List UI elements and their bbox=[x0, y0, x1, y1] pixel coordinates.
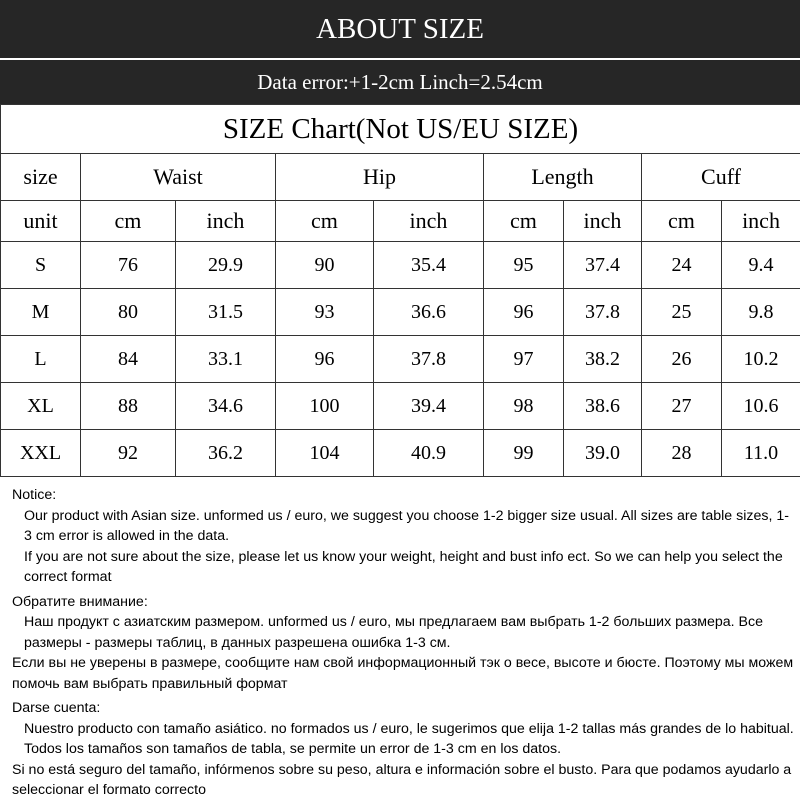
table-cell: 80 bbox=[81, 289, 176, 336]
size-chart-table bbox=[0, 104, 800, 477]
waist-header: Waist bbox=[81, 154, 276, 201]
unit-cell: cm bbox=[81, 201, 176, 242]
size-cell: XXL bbox=[1, 430, 81, 477]
unit-cell: inch bbox=[564, 201, 642, 242]
table-cell: 88 bbox=[81, 383, 176, 430]
table-cell: 11.0 bbox=[722, 430, 800, 477]
unit-cell: inch bbox=[374, 201, 484, 242]
table-cell: 10.6 bbox=[722, 383, 800, 430]
table-cell: 92 bbox=[81, 430, 176, 477]
table-cell: 38.6 bbox=[564, 383, 642, 430]
table-cell: 40.9 bbox=[374, 430, 484, 477]
notice-heading-en: Notice: bbox=[12, 485, 794, 506]
table-cell: 104 bbox=[276, 430, 374, 477]
size-cell: S bbox=[1, 242, 81, 289]
table-cell: 97 bbox=[484, 336, 564, 383]
size-cell: XL bbox=[1, 383, 81, 430]
table-cell: 95 bbox=[484, 242, 564, 289]
table-cell: 98 bbox=[484, 383, 564, 430]
table-cell: 24 bbox=[642, 242, 722, 289]
table-cell: 26 bbox=[642, 336, 722, 383]
table-cell: 38.2 bbox=[564, 336, 642, 383]
table-cell: 35.4 bbox=[374, 242, 484, 289]
table-cell: 100 bbox=[276, 383, 374, 430]
notice-paragraph: Si no está seguro del tamaño, infórmenos sobre su peso, altura e información sobre el busto. Para que podamos ayudarlo a seleccionar el formato correcto bbox=[12, 760, 794, 801]
notice-heading-es: Darse cuenta: bbox=[12, 698, 794, 719]
cuff-header: Cuff bbox=[642, 154, 800, 201]
notice-heading-ru: Обратите внимание: bbox=[12, 592, 794, 613]
table-cell: 27 bbox=[642, 383, 722, 430]
table-row bbox=[1, 430, 800, 477]
table-row bbox=[1, 242, 800, 289]
table-cell: 29.9 bbox=[176, 242, 276, 289]
table-cell: 25 bbox=[642, 289, 722, 336]
table-cell: 96 bbox=[484, 289, 564, 336]
size-cell: L bbox=[1, 336, 81, 383]
hip-header: Hip bbox=[276, 154, 484, 201]
table-cell: 39.0 bbox=[564, 430, 642, 477]
table-cell: 36.2 bbox=[176, 430, 276, 477]
table-cell: 96 bbox=[276, 336, 374, 383]
table-cell: 39.4 bbox=[374, 383, 484, 430]
table-cell: 36.6 bbox=[374, 289, 484, 336]
table-cell: 28 bbox=[642, 430, 722, 477]
notice-section bbox=[12, 485, 794, 801]
banner-title: ABOUT SIZE bbox=[316, 13, 484, 46]
length-header: Length bbox=[484, 154, 642, 201]
table-cell: 93 bbox=[276, 289, 374, 336]
data-error-banner bbox=[0, 60, 800, 104]
table-cell: 37.8 bbox=[374, 336, 484, 383]
size-chart-title: SIZE Chart(Not US/EU SIZE) bbox=[1, 105, 800, 154]
notice-paragraph: Nuestro producto con tamaño asiático. no formados us / euro, le sugerimos que elija 1-2 tallas más grandes de lo habitual. Todos los tamaños son tamaños de tabla, se permite un error de 1-3 cm en los datos. bbox=[12, 719, 794, 760]
table-row bbox=[1, 336, 800, 383]
size-header: size bbox=[1, 154, 81, 201]
table-row bbox=[1, 289, 800, 336]
table-cell: 31.5 bbox=[176, 289, 276, 336]
table-cell: 10.2 bbox=[722, 336, 800, 383]
unit-cell: cm bbox=[484, 201, 564, 242]
table-cell: 9.4 bbox=[722, 242, 800, 289]
table-cell: 76 bbox=[81, 242, 176, 289]
table-cell: 90 bbox=[276, 242, 374, 289]
table-row bbox=[1, 383, 800, 430]
data-error-note: Data error:+1-2cm Linch=2.54cm bbox=[257, 70, 543, 95]
table-cell: 84 bbox=[81, 336, 176, 383]
notice-paragraph: Наш продукт с азиатским размером. unformed us / euro, мы предлагаем вам выбрать 1-2 больших размера. Все размеры - размеры таблиц, в данных разрешена ошибка 1-3 см. bbox=[12, 612, 794, 653]
table-cell: 99 bbox=[484, 430, 564, 477]
unit-label: unit bbox=[1, 201, 81, 242]
table-cell: 37.8 bbox=[564, 289, 642, 336]
table-cell: 33.1 bbox=[176, 336, 276, 383]
table-cell: 37.4 bbox=[564, 242, 642, 289]
size-cell: M bbox=[1, 289, 81, 336]
about-size-banner bbox=[0, 0, 800, 58]
notice-paragraph: Our product with Asian size. unformed us / euro, we suggest you choose 1-2 bigger size usual. All sizes are table sizes, 1-3 cm error is allowed in the data. bbox=[12, 506, 794, 547]
unit-cell: cm bbox=[276, 201, 374, 242]
notice-paragraph: If you are not sure about the size, please let us know your weight, height and bust info ect. So we can help you select the correct format bbox=[12, 547, 794, 588]
table-cell: 9.8 bbox=[722, 289, 800, 336]
unit-cell: inch bbox=[722, 201, 800, 242]
unit-cell: cm bbox=[642, 201, 722, 242]
notice-paragraph: Если вы не уверены в размере, сообщите нам свой информационный тэк о весе, высоте и бюсте. Поэтому мы можем помочь вам выбрать правильный формат bbox=[12, 653, 794, 694]
table-cell: 34.6 bbox=[176, 383, 276, 430]
unit-row bbox=[1, 201, 800, 242]
unit-cell: inch bbox=[176, 201, 276, 242]
